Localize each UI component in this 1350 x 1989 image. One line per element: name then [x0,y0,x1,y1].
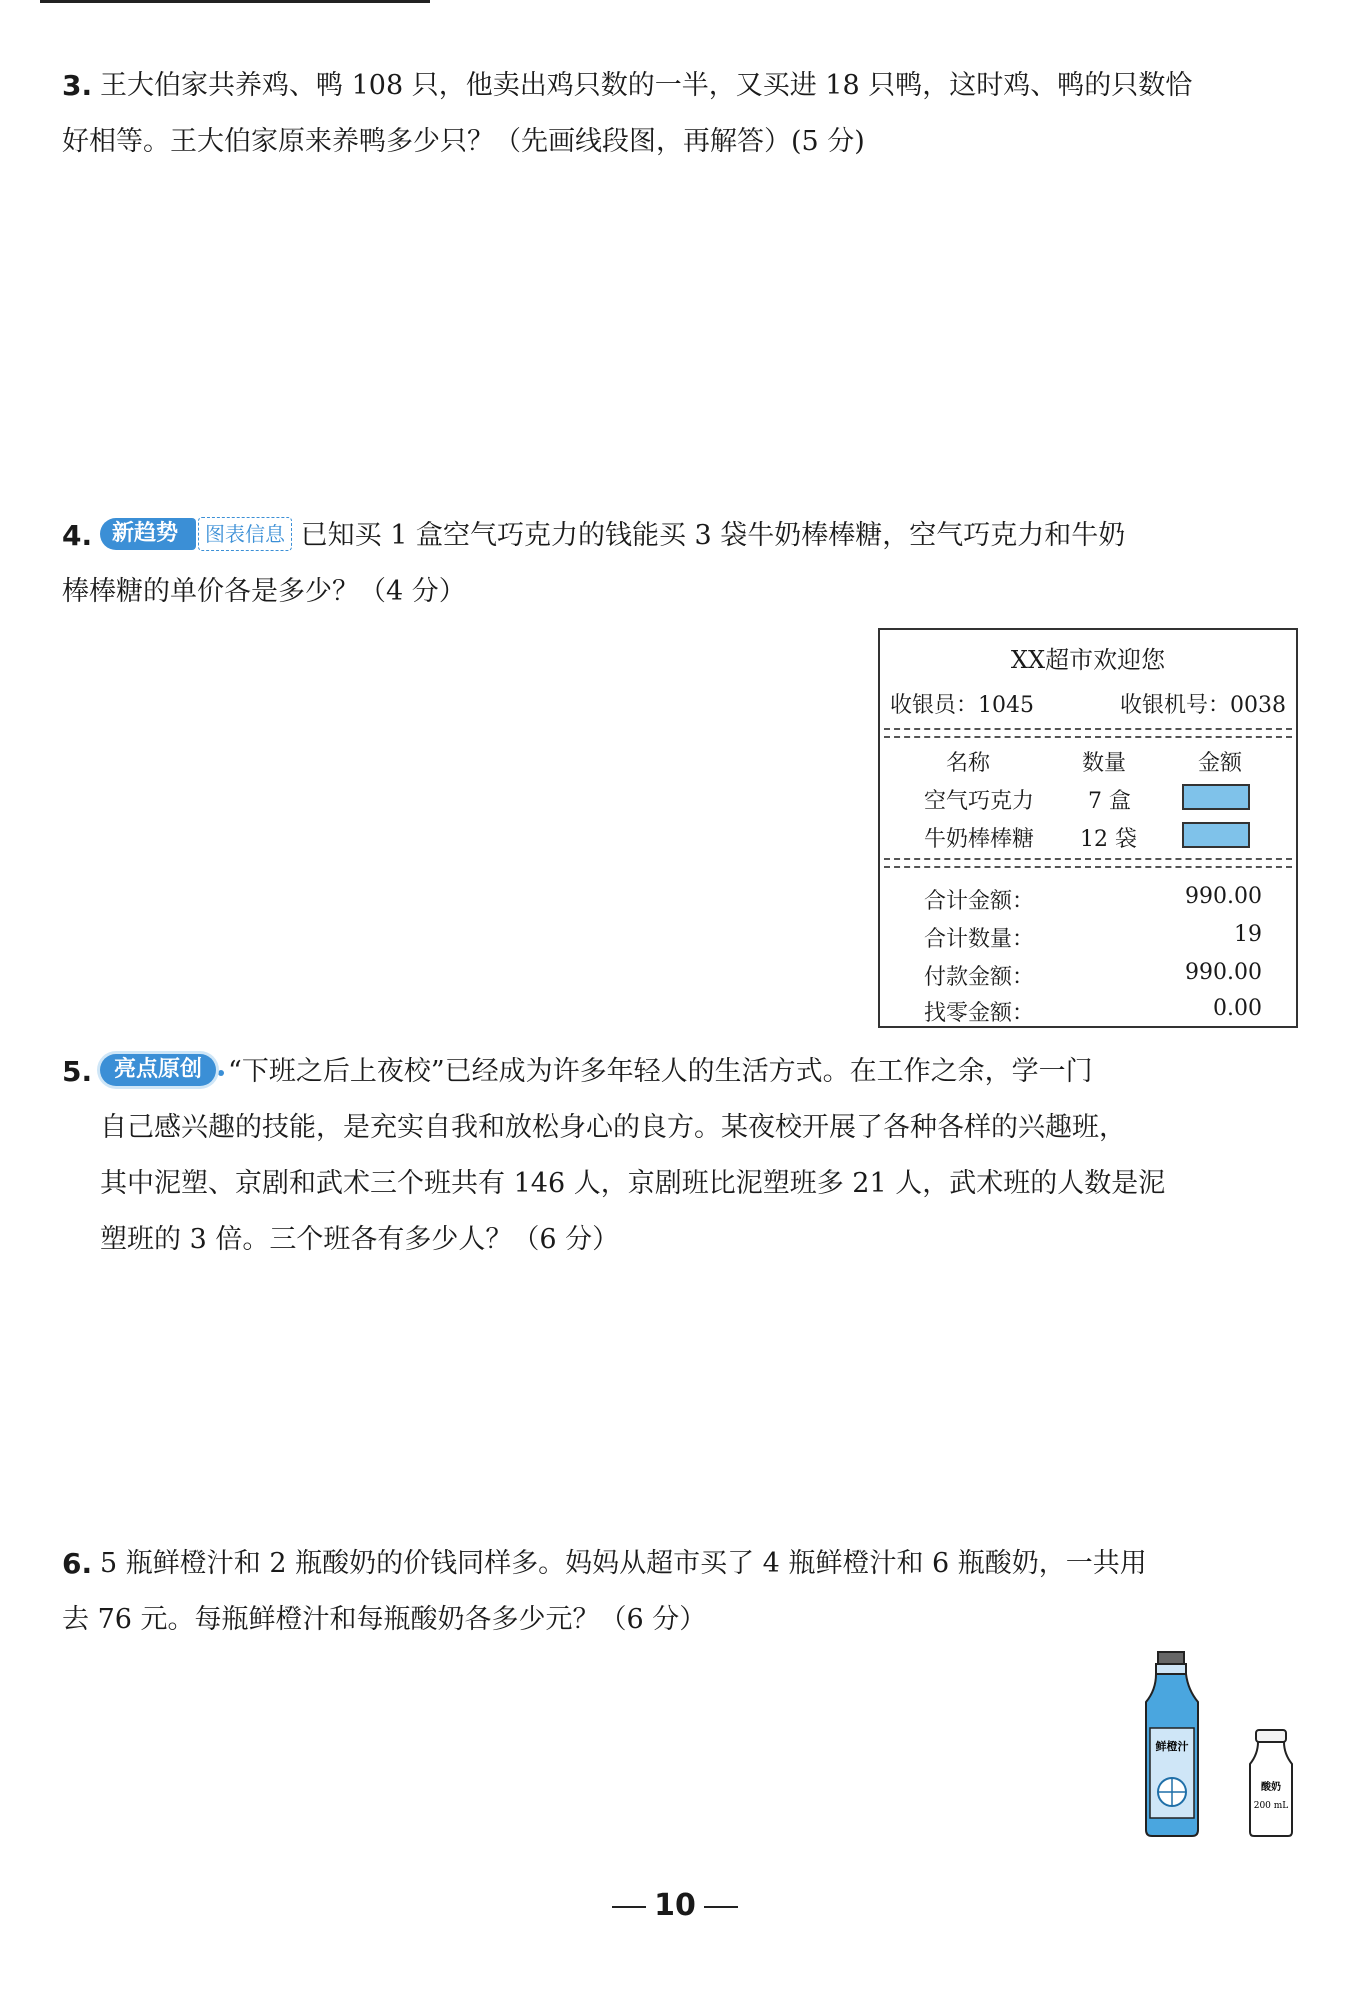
chart-info-tag: 图表信息 [198,517,292,551]
page-number-text: 10 [654,1888,696,1923]
divider [884,866,1292,868]
summary-value: 19 [1234,922,1262,947]
question-text-line: 棒棒糖的单价各是多少？（4 分） [62,576,466,607]
bottles-illustration [1140,1650,1310,1840]
question-number: 3. [62,69,93,102]
divider [884,728,1292,730]
question-5 [62,1044,1302,1268]
receipt-cashier: 收银员：1045 [890,693,1034,718]
page-number-dash [704,1906,738,1908]
hidden-amount-box [1182,784,1250,810]
divider [884,858,1292,860]
question-text-line: 王大伯家共养鸡、鸭 108 只，他卖出鸡只数的一半，又买进 18 只鸭，这时鸡、鸭的只数恰 [100,70,1193,101]
summary-label: 找零金额： [924,1001,1035,1026]
summary-label: 付款金额： [924,965,1035,990]
question-text-line: “下班之后上夜校”已经成为许多年轻人的生活方式。在工作之余，学一门 [228,1056,1093,1087]
summary-value: 0.00 [1213,996,1262,1021]
receipt-register: 收银机号：0038 [1120,693,1286,718]
question-text-line: 5 瓶鲜橙汁和 2 瓶酸奶的价钱同样多。妈妈从超市买了 4 瓶鲜橙汁和 6 瓶酸奶，一共用 [100,1548,1147,1579]
hidden-amount-box [1182,822,1250,848]
yogurt-volume: 200 mL [1253,1801,1289,1811]
question-3 [62,58,1302,170]
question-number: 5. [62,1055,93,1088]
juice-label: 鲜橙汁 [1155,1740,1189,1753]
summary-label: 合计金额： [924,889,1035,914]
page-number [0,1888,1350,1923]
question-text-line: 塑班的 3 倍。三个班各有多少人？（6 分） [100,1224,620,1255]
original-highlight-badge: 亮点原创 [100,1054,216,1086]
summary-label: 合计数量： [924,927,1035,952]
question-text-line: 其中泥塑、京剧和武术三个班共有 146 人，京剧班比泥塑班多 21 人，武术班的人数是泥 [100,1168,1166,1199]
question-text-line: 已知买 1 盒空气巧克力的钱能买 3 袋牛奶棒棒糖，空气巧克力和牛奶 [300,520,1126,551]
column-header-amount: 金额 [1198,751,1243,776]
item-name: 牛奶棒棒糖 [924,827,1035,852]
question-text-line: 好相等。王大伯家原来养鸭多少只？（先画线段图，再解答）(5 分) [62,126,865,157]
item-qty: 12 袋 [1080,827,1137,852]
question-6 [62,1536,1302,1648]
column-header-name: 名称 [946,751,991,776]
yogurt-bottle [1250,1730,1292,1836]
orange-juice-bottle [1146,1652,1198,1836]
question-text-line: 去 76 元。每瓶鲜橙汁和每瓶酸奶各多少元？（6 分） [62,1604,707,1635]
summary-value: 990.00 [1185,884,1262,909]
header-rule [40,0,430,3]
receipt-title: XX超市欢迎您 [1010,646,1166,674]
badge-dot [218,1070,224,1076]
yogurt-label: 酸奶 [1261,1782,1281,1793]
question-number: 4. [62,519,93,552]
summary-value: 990.00 [1185,960,1262,985]
item-name: 空气巧克力 [924,789,1035,814]
column-header-qty: 数量 [1082,751,1127,776]
item-qty: 7 盒 [1088,789,1131,814]
divider [884,736,1292,738]
question-4 [62,508,1302,620]
page-number-dash [612,1906,646,1908]
question-number: 6. [62,1547,93,1580]
new-trend-badge: 新趋势 [100,518,196,550]
question-text-line: 自己感兴趣的技能，是充实自我和放松身心的良方。某夜校开展了各种各样的兴趣班， [100,1112,1126,1143]
receipt [878,628,1298,1028]
